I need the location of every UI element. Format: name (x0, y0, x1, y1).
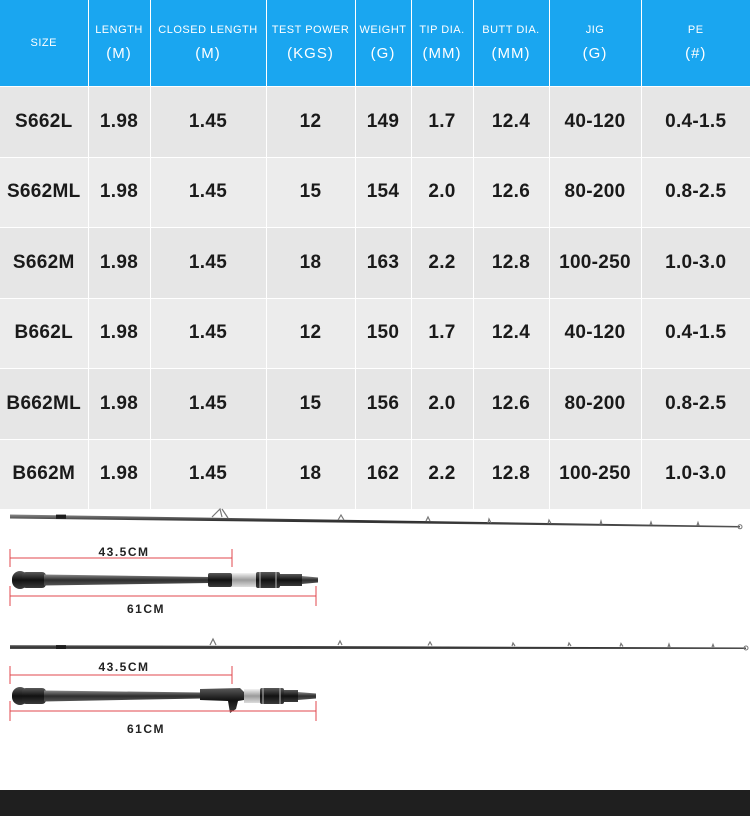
cell-closed-length: 1.45 (150, 157, 266, 228)
header-size: SIZE (0, 0, 88, 87)
casting-handle (12, 687, 316, 713)
cell-pe: 0.8-2.5 (641, 157, 750, 228)
header-test-power: TEST POWER (KGS) (266, 0, 355, 87)
spinning-rod-blank (10, 515, 740, 528)
cell-butt-dia: 12.4 (473, 298, 549, 369)
cell-butt-dia: 12.6 (473, 369, 549, 440)
cell-size: S662L (0, 87, 88, 158)
cell-size: B662L (0, 298, 88, 369)
table-row (0, 298, 750, 369)
cell-jig: 100-250 (549, 228, 641, 299)
table-row (0, 87, 750, 158)
spinning-rod (10, 509, 742, 529)
cell-size: S662M (0, 228, 88, 299)
cell-jig: 40-120 (549, 298, 641, 369)
cell-jig: 40-120 (549, 87, 641, 158)
cell-length: 1.98 (88, 87, 150, 158)
cell-butt-dia: 12.6 (473, 157, 549, 228)
cell-jig: 80-200 (549, 157, 641, 228)
rod-diagram (0, 500, 750, 790)
cell-closed-length: 1.45 (150, 298, 266, 369)
reel-seat-body (244, 689, 260, 703)
fore-grip (280, 574, 302, 586)
cell-butt-dia: 12.8 (473, 439, 549, 509)
header-length: LENGTH (M) (88, 0, 150, 87)
rear-grip (22, 688, 46, 704)
cell-weight: 150 (355, 298, 411, 369)
cell-weight: 154 (355, 157, 411, 228)
spinning-butt-length-label: 61CM (126, 602, 166, 616)
cell-tip-dia: 1.7 (411, 298, 473, 369)
spinning-handle (12, 571, 318, 589)
butt-tenon (298, 692, 316, 700)
casting-rod-blank (10, 645, 746, 649)
cell-size: B662ML (0, 369, 88, 440)
cell-weight: 156 (355, 369, 411, 440)
cell-tip-dia: 1.7 (411, 87, 473, 158)
reel-seat-body (232, 573, 256, 587)
cell-tip-dia: 2.2 (411, 439, 473, 509)
cell-weight: 162 (355, 439, 411, 509)
cell-butt-dia: 12.4 (473, 87, 549, 158)
cell-pe: 0.8-2.5 (641, 369, 750, 440)
cell-test-power: 18 (266, 439, 355, 509)
footer-bar (0, 790, 750, 816)
cell-size: S662ML (0, 157, 88, 228)
header-tip-dia: TIP DIA. (MM) (411, 0, 473, 87)
casting-handle-length-label: 43.5CM (98, 660, 150, 674)
cell-tip-dia: 2.0 (411, 369, 473, 440)
header-butt-dia: BUTT DIA. (MM) (473, 0, 549, 87)
cell-test-power: 15 (266, 369, 355, 440)
fore-grip (284, 690, 298, 702)
cell-closed-length: 1.45 (150, 87, 266, 158)
handle-blank (44, 575, 210, 586)
cell-test-power: 15 (266, 157, 355, 228)
table-row (0, 228, 750, 299)
rod-guide-icon (210, 639, 714, 647)
handle-blank (44, 691, 202, 702)
header-pe: PE (#) (641, 0, 750, 87)
casting-rod-ferrule (56, 645, 66, 649)
cell-jig: 80-200 (549, 369, 641, 440)
butt-tenon (302, 576, 318, 584)
cell-pe: 0.4-1.5 (641, 298, 750, 369)
spinning-rod-ferrule (56, 515, 66, 519)
cell-closed-length: 1.45 (150, 369, 266, 440)
cell-tip-dia: 2.2 (411, 228, 473, 299)
header-row (0, 0, 750, 87)
table-row (0, 439, 750, 509)
cell-closed-length: 1.45 (150, 439, 266, 509)
cell-length: 1.98 (88, 439, 150, 509)
cell-length: 1.98 (88, 369, 150, 440)
cell-test-power: 18 (266, 228, 355, 299)
reel-seat-lock (208, 573, 232, 587)
rear-grip (22, 572, 46, 588)
header-jig: JIG (G) (549, 0, 641, 87)
trigger-reel-seat-icon (200, 688, 244, 713)
header-closed-length: CLOSED LENGTH (M) (150, 0, 266, 87)
cell-tip-dia: 2.0 (411, 157, 473, 228)
cell-butt-dia: 12.8 (473, 228, 549, 299)
cell-length: 1.98 (88, 228, 150, 299)
cell-test-power: 12 (266, 298, 355, 369)
spinning-handle-length-label: 43.5CM (98, 545, 150, 559)
cell-pe: 0.4-1.5 (641, 87, 750, 158)
cell-weight: 149 (355, 87, 411, 158)
header-weight: WEIGHT (G) (355, 0, 411, 87)
table-row (0, 369, 750, 440)
casting-butt-length-label: 61CM (126, 722, 166, 736)
cell-test-power: 12 (266, 87, 355, 158)
cell-length: 1.98 (88, 157, 150, 228)
casting-rod (10, 639, 748, 650)
cell-size: B662M (0, 439, 88, 509)
cell-pe: 1.0-3.0 (641, 228, 750, 299)
cell-length: 1.98 (88, 298, 150, 369)
cell-weight: 163 (355, 228, 411, 299)
cell-closed-length: 1.45 (150, 228, 266, 299)
cell-jig: 100-250 (549, 439, 641, 509)
cell-pe: 1.0-3.0 (641, 439, 750, 509)
table-row (0, 157, 750, 228)
